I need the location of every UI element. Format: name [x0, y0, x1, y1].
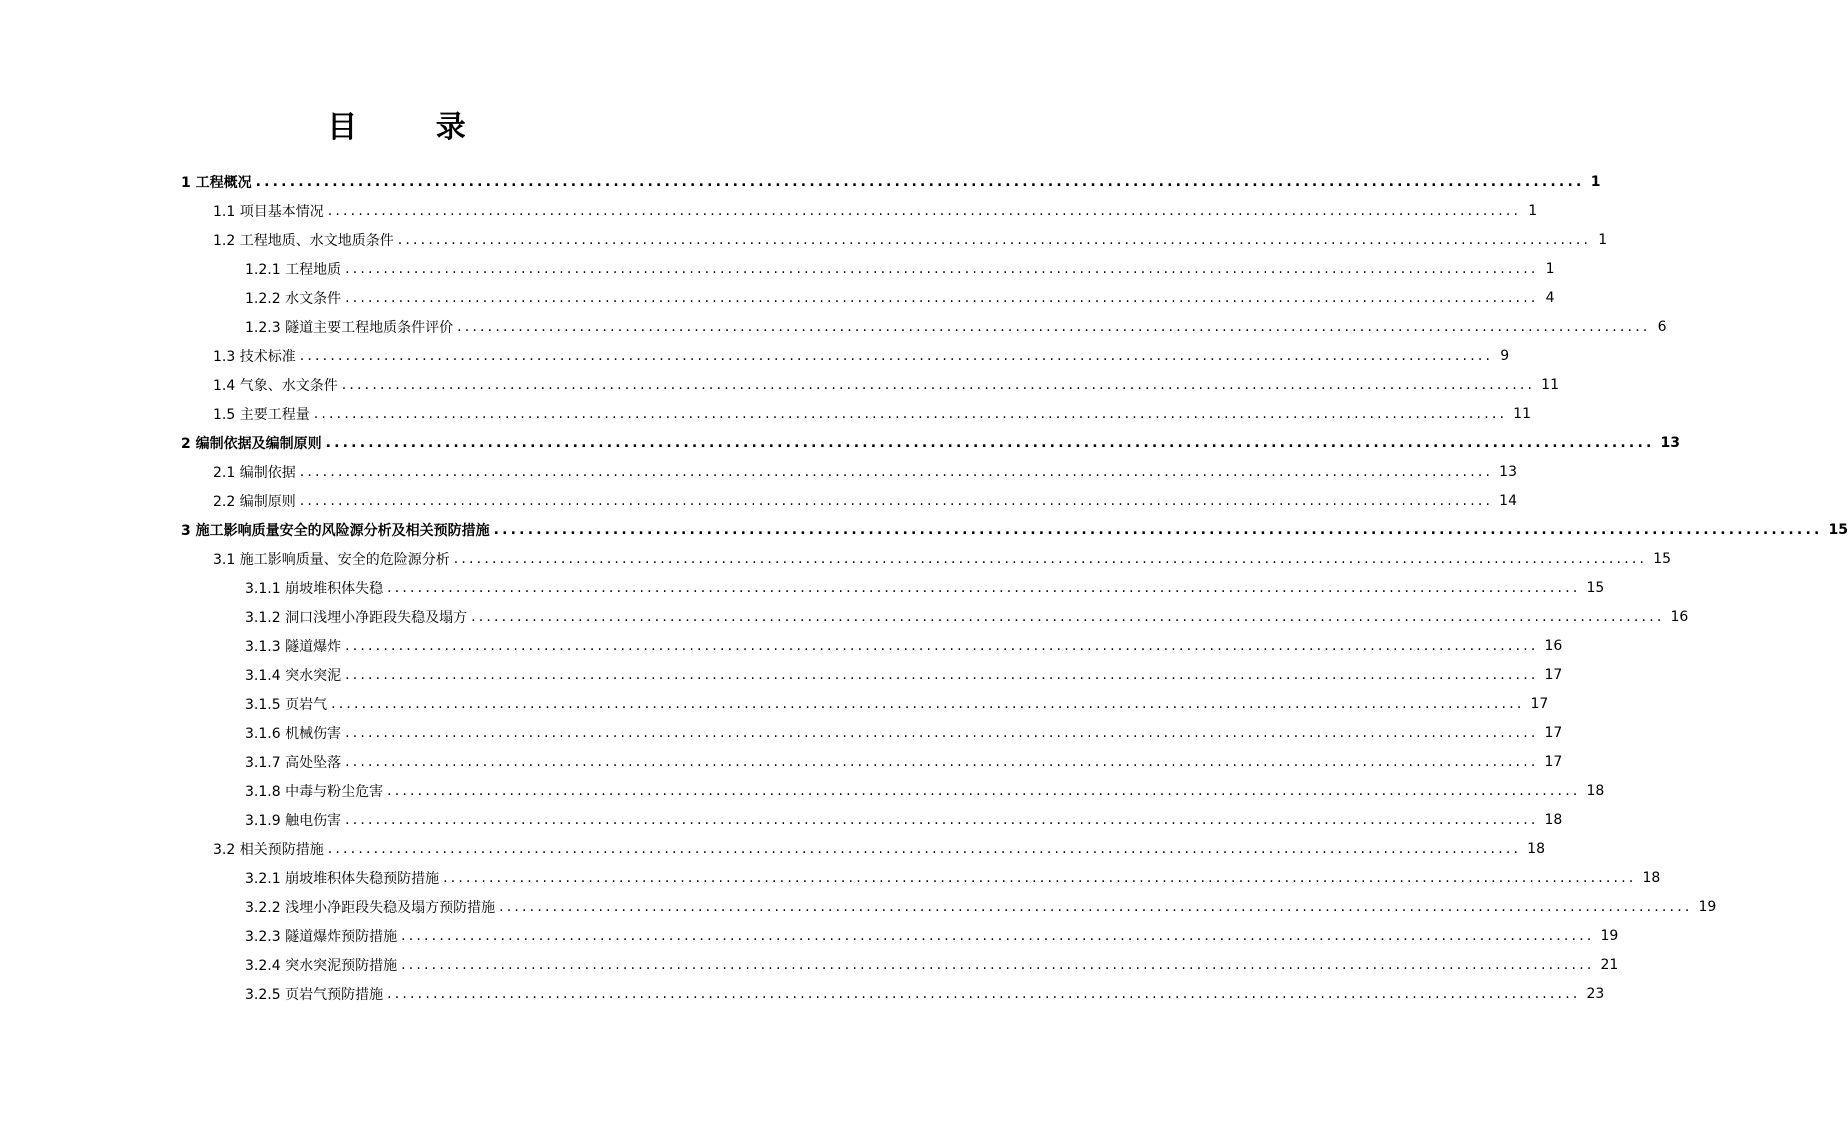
- toc-entry-label[interactable]: 1.2.1 工程地质: [245, 261, 342, 278]
- toc-dot-leader: ............................................................................................................................................................: [345, 753, 1539, 770]
- toc-entry-label[interactable]: 3 施工影响质量安全的风险源分析及相关预防措施: [181, 522, 490, 539]
- toc-entry[interactable]: [0, 428, 1680, 457]
- toc-dot-leader: ............................................................................................................................................................: [325, 434, 1655, 451]
- toc-entry-label[interactable]: 3.2.5 页岩气预防措施: [245, 986, 384, 1003]
- toc-entry[interactable]: [0, 979, 1605, 1008]
- toc-entry-label[interactable]: 3.2.2 浅埋小净距段失稳及塌方预防措施: [245, 899, 496, 916]
- toc-dot-leader: ............................................................................................................................................................: [345, 666, 1539, 683]
- toc-entry-label[interactable]: 1.4 气象、水文条件: [213, 377, 338, 394]
- toc-entry-page-number[interactable]: 4: [1545, 289, 1555, 306]
- toc-dot-leader: ............................................................................................................................................................: [255, 173, 1585, 190]
- toc-entry-label[interactable]: 1.2.2 水文条件: [245, 290, 342, 307]
- toc-entry-label[interactable]: 1.2 工程地质、水文地质条件: [213, 232, 394, 249]
- toc-dot-leader: ............................................................................................................................................................: [453, 550, 1648, 567]
- toc-entry[interactable]: [0, 921, 1619, 950]
- toc-dot-leader: ............................................................................................................................................................: [443, 869, 1637, 886]
- toc-entry-label[interactable]: 3.1.4 突水突泥: [245, 667, 342, 684]
- toc-dot-leader: ............................................................................................................................................................: [299, 492, 1494, 509]
- toc-dot-leader: ............................................................................................................................................................: [401, 956, 1595, 973]
- toc-dot-leader: ............................................................................................................................................................: [471, 608, 1665, 625]
- toc-entry-label[interactable]: 1.5 主要工程量: [213, 406, 310, 423]
- toc-entry-page-number[interactable]: 18: [1586, 782, 1605, 799]
- toc-entry-label[interactable]: 3.1.8 中毒与粉尘危害: [245, 783, 384, 800]
- toc-entry-label[interactable]: 1.3 技术标准: [213, 348, 296, 365]
- toc-dot-leader: ............................................................................................................................................................: [499, 898, 1693, 915]
- toc-entry-page-number[interactable]: 14: [1499, 492, 1517, 509]
- toc-entry-page-number[interactable]: 16: [1544, 637, 1563, 654]
- toc-entry-page-number[interactable]: 13: [1499, 463, 1517, 480]
- toc-dot-leader: ............................................................................................................................................................: [345, 260, 1539, 277]
- toc-entry-label[interactable]: 3.1.2 洞口浅埋小净距段失稳及塌方: [245, 609, 468, 626]
- toc-entry[interactable]: [0, 196, 1538, 225]
- toc-dot-leader: ............................................................................................................................................................: [345, 724, 1539, 741]
- toc-entry-label[interactable]: 3.1 施工影响质量、安全的危险源分析: [213, 551, 450, 568]
- toc-entry-page-number[interactable]: 15: [1653, 550, 1671, 567]
- toc-entry-label[interactable]: 3.1.7 高处坠落: [245, 754, 342, 771]
- toc-entry-page-number[interactable]: 6: [1657, 318, 1667, 335]
- toc-entry[interactable]: [0, 370, 1559, 399]
- toc-entry-label[interactable]: 3.2.4 突水突泥预防措施: [245, 957, 398, 974]
- toc-entry-page-number[interactable]: 1: [1598, 231, 1608, 248]
- toc-entry[interactable]: [0, 602, 1689, 631]
- toc-entry-page-number[interactable]: 19: [1600, 927, 1619, 944]
- toc-entry-label[interactable]: 1.1 项目基本情况: [213, 203, 324, 220]
- toc-entry-page-number[interactable]: 11: [1541, 376, 1559, 393]
- toc-entry-label[interactable]: 3.1.9 触电伤害: [245, 812, 342, 829]
- toc-entry-page-number[interactable]: 13: [1660, 434, 1680, 451]
- toc-dot-leader: ............................................................................................................................................................: [341, 376, 1536, 393]
- toc-entry-page-number[interactable]: 15: [1828, 521, 1848, 538]
- toc-entry-page-number[interactable]: 16: [1670, 608, 1689, 625]
- toc-entry[interactable]: [0, 718, 1563, 747]
- toc-entry[interactable]: [0, 747, 1563, 776]
- toc-entry-label[interactable]: 3.1.3 隧道爆炸: [245, 638, 342, 655]
- toc-entry[interactable]: [0, 863, 1661, 892]
- toc-entry[interactable]: [0, 544, 1671, 573]
- toc-entry-page-number[interactable]: 9: [1500, 347, 1510, 364]
- toc-entry[interactable]: [0, 776, 1605, 805]
- table-of-contents: [0, 167, 1848, 1008]
- toc-entry-page-number[interactable]: 23: [1586, 985, 1605, 1002]
- toc-dot-leader: ............................................................................................................................................................: [457, 318, 1651, 335]
- toc-entry[interactable]: [0, 805, 1563, 834]
- toc-entry[interactable]: [0, 834, 1545, 863]
- toc-entry[interactable]: [0, 399, 1531, 428]
- toc-entry[interactable]: [0, 254, 1555, 283]
- toc-dot-leader: ............................................................................................................................................................: [327, 840, 1522, 857]
- toc-entry-page-number[interactable]: 17: [1544, 666, 1563, 683]
- toc-entry-page-number[interactable]: 15: [1586, 579, 1605, 596]
- toc-entry-label[interactable]: 1.2.3 隧道主要工程地质条件评价: [245, 319, 454, 336]
- toc-entry[interactable]: [0, 457, 1517, 486]
- toc-entry[interactable]: [0, 660, 1563, 689]
- toc-dot-leader: ............................................................................................................................................................: [493, 521, 1823, 538]
- toc-entry[interactable]: [0, 950, 1619, 979]
- toc-entry-page-number[interactable]: 17: [1544, 724, 1563, 741]
- toc-dot-leader: ............................................................................................................................................................: [299, 347, 1494, 364]
- toc-entry-page-number[interactable]: 21: [1600, 956, 1619, 973]
- toc-entry-label[interactable]: 3.2.1 崩坡堆积体失稳预防措施: [245, 870, 440, 887]
- toc-dot-leader: ............................................................................................................................................................: [299, 463, 1494, 480]
- toc-dot-leader: ............................................................................................................................................................: [387, 985, 1581, 1002]
- toc-dot-leader: ............................................................................................................................................................: [397, 231, 1592, 248]
- toc-entry-page-number[interactable]: 19: [1698, 898, 1717, 915]
- toc-entry-page-number[interactable]: 11: [1513, 405, 1531, 422]
- toc-entry[interactable]: [0, 283, 1555, 312]
- toc-entry[interactable]: [0, 689, 1549, 718]
- toc-entry-label[interactable]: 3.1.1 崩坡堆积体失稳: [245, 580, 384, 597]
- toc-entry-page-number[interactable]: 1: [1590, 173, 1601, 190]
- toc-entry[interactable]: [0, 341, 1510, 370]
- toc-dot-leader: ............................................................................................................................................................: [387, 782, 1581, 799]
- toc-entry-label[interactable]: 3.2 相关预防措施: [213, 841, 324, 858]
- page-title: 目 录: [327, 110, 500, 145]
- toc-entry[interactable]: [0, 631, 1563, 660]
- toc-entry-page-number[interactable]: 18: [1527, 840, 1545, 857]
- toc-dot-leader: ............................................................................................................................................................: [313, 405, 1508, 422]
- toc-entry-page-number[interactable]: 1: [1545, 260, 1555, 277]
- toc-entry[interactable]: [0, 515, 1848, 544]
- toc-entry-label[interactable]: 2.2 编制原则: [213, 493, 296, 510]
- toc-entry-label[interactable]: 3.1.6 机械伤害: [245, 725, 342, 742]
- toc-entry-page-number[interactable]: 1: [1528, 202, 1538, 219]
- toc-dot-leader: ............................................................................................................................................................: [327, 202, 1522, 219]
- toc-entry-label[interactable]: 2.1 编制依据: [213, 464, 296, 481]
- toc-entry-label[interactable]: 2 编制依据及编制原则: [181, 435, 322, 452]
- toc-entry-page-number[interactable]: 17: [1544, 753, 1563, 770]
- toc-dot-leader: ............................................................................................................................................................: [387, 579, 1581, 596]
- toc-dot-leader: ............................................................................................................................................................: [401, 927, 1595, 944]
- toc-entry[interactable]: [0, 225, 1608, 254]
- toc-dot-leader: ............................................................................................................................................................: [345, 637, 1539, 654]
- toc-entry[interactable]: [0, 167, 1601, 196]
- toc-entry-page-number[interactable]: 18: [1642, 869, 1661, 886]
- toc-entry-page-number[interactable]: 17: [1530, 695, 1549, 712]
- toc-entry-label[interactable]: 3.2.3 隧道爆炸预防措施: [245, 928, 398, 945]
- toc-entry-label[interactable]: 3.1.5 页岩气: [245, 696, 328, 713]
- toc-dot-leader: ............................................................................................................................................................: [345, 811, 1539, 828]
- toc-dot-leader: ............................................................................................................................................................: [345, 289, 1539, 306]
- toc-entry-page-number[interactable]: 18: [1544, 811, 1563, 828]
- toc-entry[interactable]: [0, 486, 1517, 515]
- toc-entry[interactable]: [0, 573, 1605, 602]
- toc-entry-label[interactable]: 1 工程概况: [181, 174, 252, 191]
- toc-entry[interactable]: [0, 892, 1717, 921]
- toc-entry[interactable]: [0, 312, 1667, 341]
- toc-dot-leader: ............................................................................................................................................................: [331, 695, 1525, 712]
